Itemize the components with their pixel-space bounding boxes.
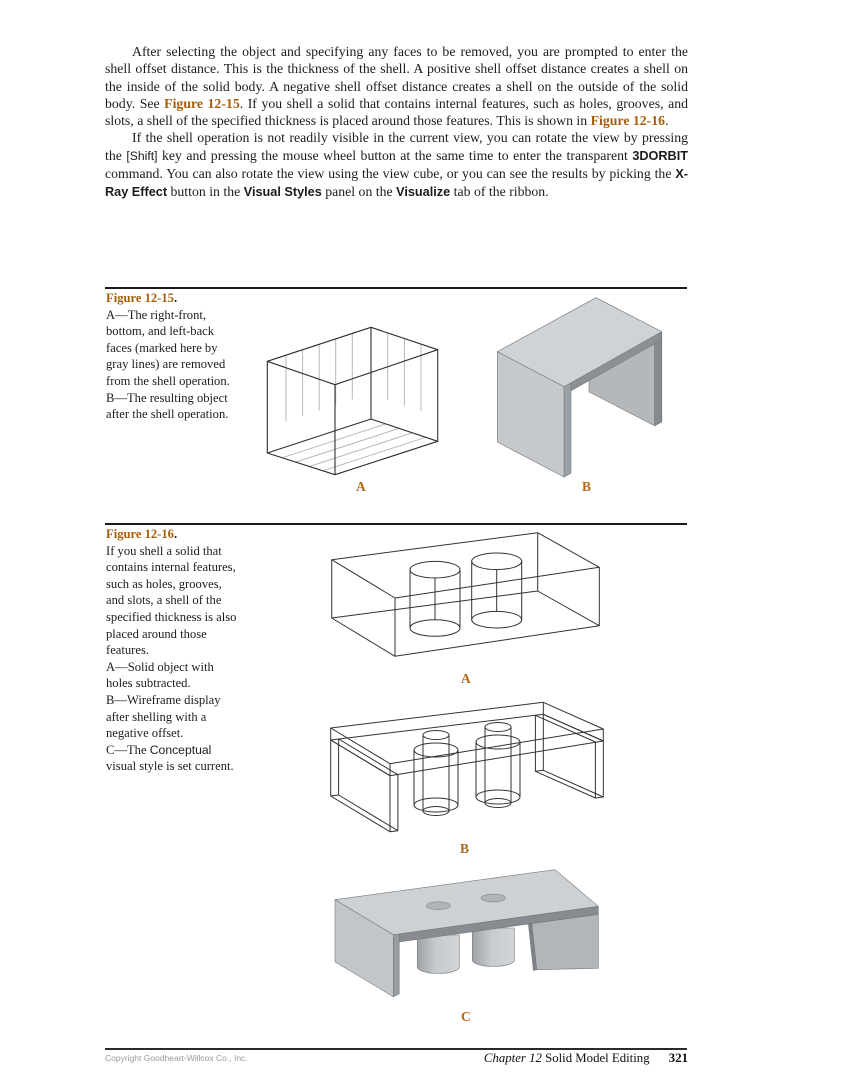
figure-12-16-label-b: B	[460, 841, 470, 856]
figure-12-16-caption	[106, 526, 240, 775]
figure-12-15-a-wireframe-box	[255, 318, 475, 482]
figure-12-15-b-shelled-solid	[480, 285, 690, 485]
footer-rule	[105, 1048, 687, 1050]
figure-12-15-label-b: B	[582, 479, 592, 494]
footer-page-number: 321	[668, 1051, 688, 1065]
figure-12-16-title: Figure 12-16	[106, 527, 174, 541]
figure-12-16-label-c: C	[461, 1009, 471, 1024]
body-text	[105, 43, 688, 202]
figure-12-15-title-period: .	[173, 291, 178, 305]
figure-12-16-caption-text: If you shell a solid that contains internal features, such as holes, grooves, and slots, a shell of the specified thickness is also placed around those features. A—Solid object with holes subtracted. B—Wireframe display after shelling with a negative offset. C—The Conceptual visual style is set current.	[106, 543, 237, 774]
figure-12-15-caption-text: A—The right-front, bottom, and left-back faces (marked here by gray lines) are removed from the shell operation. B—The resulting object after the shell operation.	[106, 307, 230, 422]
paragraph: If the shell operation is not readily visible in the current view, you can rotate the view by pressing the [Shift] key and pressing the mouse wheel button at the same time to enter the transparent 3DORBIT command. You can also rotate the view using the view cube, or you can see the results by picking the X-Ray Effect button in the Visual Styles panel on the Visualize tab of the ribbon.	[105, 130, 688, 200]
footer-chapter-info	[484, 1051, 688, 1066]
footer-copyright: Copyright Goodheart-Willcox Co., Inc.	[105, 1053, 248, 1063]
paragraph: After selecting the object and specifying any faces to be removed, you are prompted to enter the shell offset distance. This is the thickness of the shell. A positive shell offset distance creates a shell on the inside of the solid body. A negative shell offset distance creates a shell on the outside of the solid body. See Figure 12-15. If you shell a solid that contains internal features, such as holes, grooves, and slots, a shell of the specified thickness is placed around those features. This is shown in Figure 12-16.	[105, 44, 688, 129]
footer-chapter-title: Solid Model Editing	[545, 1051, 650, 1065]
figure-12-16-label-a: A	[461, 671, 471, 686]
figure-12-16-title-period: .	[173, 527, 178, 541]
footer-chapter-label: Chapter 12	[483, 1051, 542, 1065]
figure-12-15-title: Figure 12-15	[106, 291, 174, 305]
figure-divider-rule	[105, 523, 687, 525]
figure-12-16-c-conceptual-solid	[310, 863, 630, 1010]
figure-12-16-b-wireframe-shell	[310, 693, 630, 845]
figure-12-15-label-a: A	[356, 479, 366, 494]
figure-12-15-caption	[106, 290, 240, 423]
figure-12-16-a-wireframe-holes	[310, 528, 630, 668]
